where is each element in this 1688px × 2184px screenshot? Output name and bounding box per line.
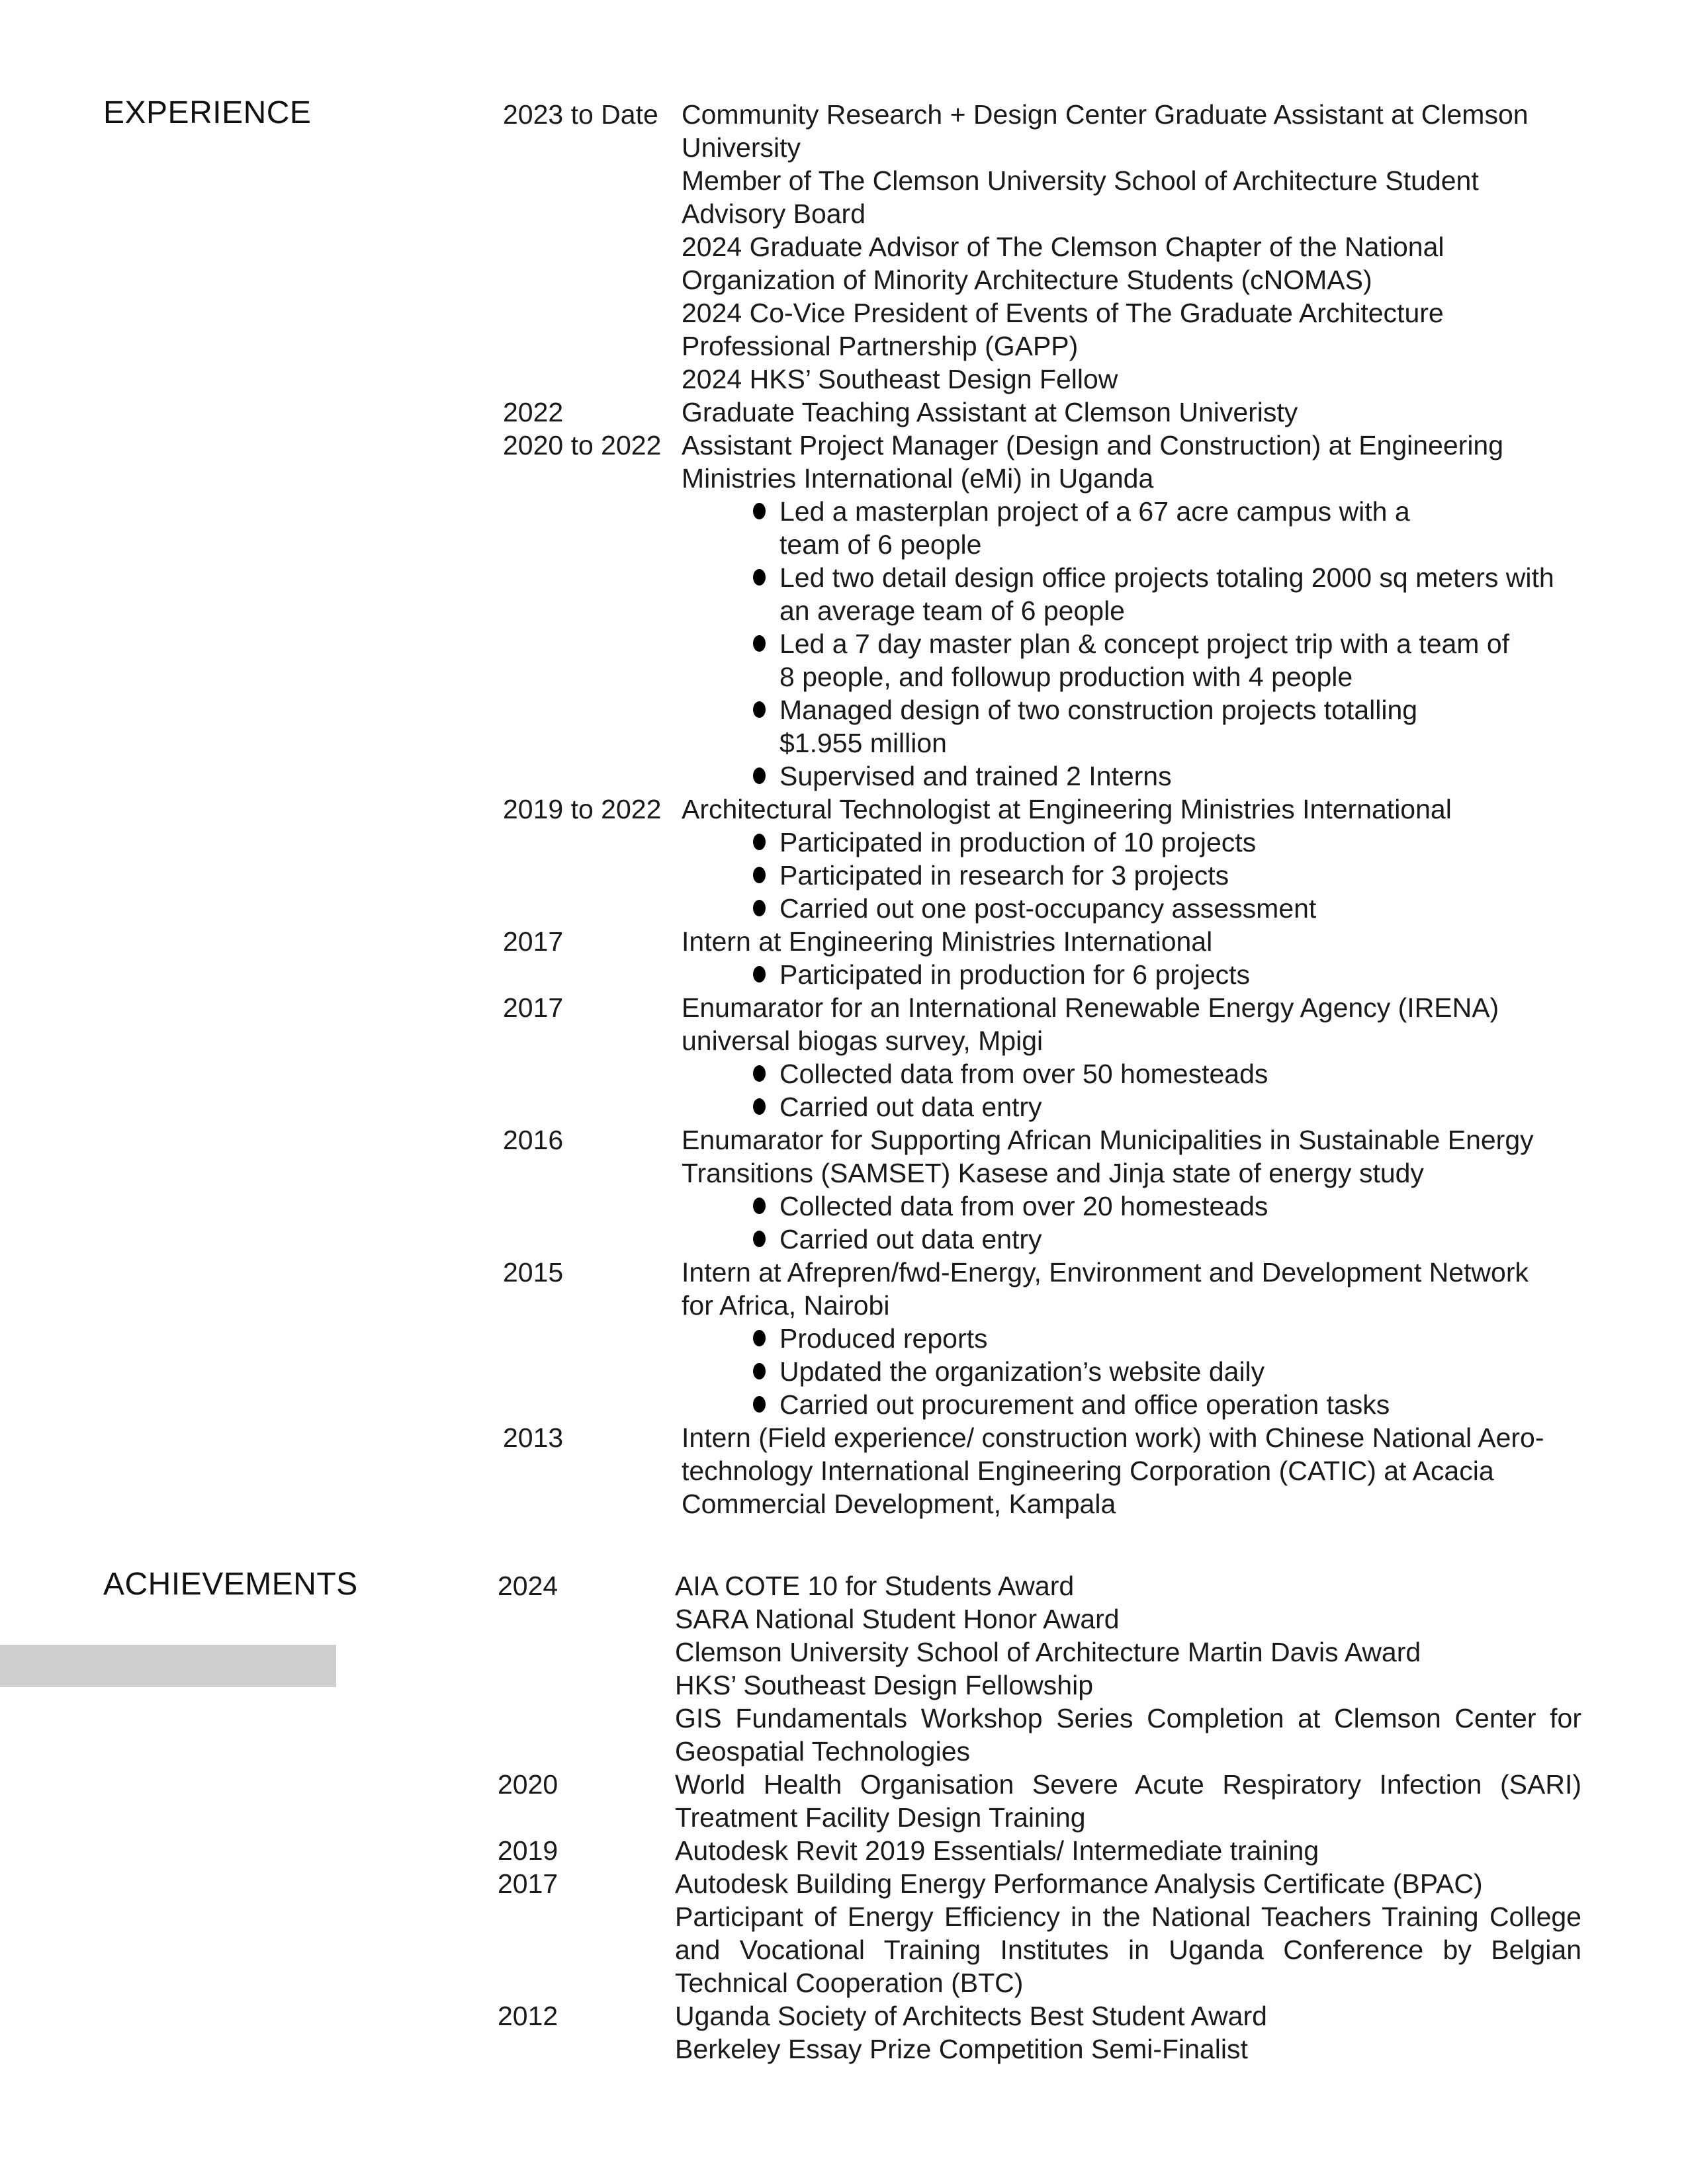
bullet-dot-icon xyxy=(753,834,766,850)
experience-line: Organization of Minority Architecture Students (cNOMAS) xyxy=(682,265,1372,295)
experience-line: 2024 HKS’ Southeast Design Fellow xyxy=(682,364,1118,394)
bullet-dot-icon xyxy=(753,701,766,718)
bullet-text: Participated in production for 6 projects xyxy=(779,959,1251,990)
achievements-line: World Health Organisation Severe Acute Respiratory Infection (SARI) Treatment Facility Design Training xyxy=(675,1769,1581,1833)
bullet-item xyxy=(753,528,1555,561)
experience-entry-text xyxy=(682,98,1555,396)
bullet-item xyxy=(753,660,1555,693)
experience-entry xyxy=(0,396,1555,429)
bullet-item xyxy=(753,859,1555,892)
bullet-text: team of 6 people xyxy=(779,529,982,560)
bullet-dot-icon xyxy=(753,503,766,519)
experience-year: 2023 to Date xyxy=(503,99,658,130)
bullet-item xyxy=(753,495,1555,528)
experience-line: Intern at Afrepren/fwd-Energy, Environment and Development Network xyxy=(682,1257,1529,1288)
bullet-list xyxy=(682,1322,1555,1421)
bullet-list xyxy=(682,495,1555,793)
experience-line: Advisory Board xyxy=(682,198,866,229)
experience-line: technology International Engineering Corporation (CATIC) at Acacia xyxy=(682,1456,1494,1486)
bullet-dot-icon xyxy=(753,867,766,883)
bullet-dot-icon xyxy=(753,966,766,983)
bullet-text: Collected data from over 50 homesteads xyxy=(779,1059,1268,1089)
bullet-text: 8 people, and followup production with 4 people xyxy=(779,662,1353,692)
experience-year: 2017 xyxy=(503,992,564,1023)
bullet-dot-icon xyxy=(753,569,766,586)
experience-line: Commercial Development, Kampala xyxy=(682,1489,1116,1519)
experience-line: University xyxy=(682,132,801,163)
bullet-item xyxy=(753,594,1555,627)
bullet-dot-icon xyxy=(753,1363,766,1379)
bullet-item xyxy=(753,958,1555,991)
experience-year: 2013 xyxy=(503,1422,564,1453)
achievements-line: SARA National Student Honor Award xyxy=(675,1604,1120,1634)
achievements-entry-text xyxy=(675,1834,1581,1867)
bullet-text: Participated in production of 10 projects xyxy=(779,827,1257,857)
experience-line: Transitions (SAMSET) Kasese and Jinja state of energy study xyxy=(682,1158,1424,1188)
achievements-year: 2020 xyxy=(498,1769,558,1800)
experience-year: 2020 to 2022 xyxy=(503,430,662,460)
bullet-text: $1.955 million xyxy=(779,728,947,758)
bullet-item xyxy=(753,892,1555,925)
achievements-line: Clemson University School of Architecture Martin Davis Award xyxy=(675,1637,1421,1667)
achievements-year: 2019 xyxy=(498,1835,558,1866)
experience-line: Professional Partnership (GAPP) xyxy=(682,331,1079,361)
bullet-item xyxy=(753,1090,1555,1123)
experience-line: universal biogas survey, Mpigi xyxy=(682,1026,1044,1056)
bullet-dot-icon xyxy=(753,1098,766,1115)
experience-line: Architectural Technologist at Engineering Ministries International xyxy=(682,794,1452,824)
experience-entry xyxy=(0,1256,1555,1421)
achievements-line: Autodesk Revit 2019 Essentials/ Intermediate training xyxy=(675,1835,1319,1866)
achievements-line: HKS’ Southeast Design Fellowship xyxy=(675,1670,1094,1700)
experience-entry-text xyxy=(682,1421,1555,1520)
bullet-list xyxy=(682,1057,1555,1123)
experience-line: Enumarator for Supporting African Municipalities in Sustainable Energy xyxy=(682,1125,1534,1155)
bullet-text: Led a 7 day master plan & concept project trip with a team of xyxy=(779,629,1510,659)
achievements-entry xyxy=(0,1999,1581,2066)
bullet-item xyxy=(753,1355,1555,1388)
bullet-item xyxy=(753,726,1555,760)
experience-entry-text xyxy=(682,793,1555,925)
experience-line: Intern at Engineering Ministries International xyxy=(682,926,1213,957)
experience-line: Community Research + Design Center Graduate Assistant at Clemson xyxy=(682,99,1529,130)
experience-line: for Africa, Nairobi xyxy=(682,1290,890,1321)
experience-year: 2015 xyxy=(503,1257,564,1288)
achievements-entry xyxy=(0,1834,1581,1867)
experience-entry-text xyxy=(682,1123,1555,1256)
experience-entry xyxy=(0,98,1555,396)
experience-line: 2024 Co-Vice President of Events of The Graduate Architecture xyxy=(682,298,1444,328)
achievements-line: Uganda Society of Architects Best Student Award xyxy=(675,2001,1267,2031)
achievements-line: Autodesk Building Energy Performance Analysis Certificate (BPAC) xyxy=(675,1868,1483,1899)
achievements-line: Berkeley Essay Prize Competition Semi-Finalist xyxy=(675,2034,1248,2064)
bullet-dot-icon xyxy=(753,1231,766,1247)
experience-line: Ministries International (eMi) in Uganda xyxy=(682,463,1154,494)
bullet-text: Collected data from over 20 homesteads xyxy=(779,1191,1268,1221)
bullet-text: Carried out data entry xyxy=(779,1224,1042,1254)
bullet-text: Carried out data entry xyxy=(779,1092,1042,1122)
bullet-text: Supervised and trained 2 Interns xyxy=(779,761,1172,791)
achievements-line: Participant of Energy Efficiency in the National Teachers Training College and Vocational Training Institutes in Uganda Conference by Belgian Technical Cooperation (BTC) xyxy=(675,1901,1581,1998)
bullet-text: Produced reports xyxy=(779,1323,988,1354)
bullet-list xyxy=(682,826,1555,925)
experience-entry xyxy=(0,991,1555,1123)
bullet-item xyxy=(753,561,1555,594)
achievements-entry-text xyxy=(675,1999,1581,2066)
bullet-text: an average team of 6 people xyxy=(779,595,1125,626)
experience-entry-text xyxy=(682,396,1555,429)
achievements-year: 2017 xyxy=(498,1868,558,1899)
bullet-item xyxy=(753,1057,1555,1090)
achievements-entry xyxy=(0,1569,1581,1768)
achievements-entry-text xyxy=(675,1569,1581,1768)
experience-line: 2024 Graduate Advisor of The Clemson Chapter of the National xyxy=(682,232,1444,262)
bullet-dot-icon xyxy=(753,1065,766,1082)
bullet-text: Participated in research for 3 projects xyxy=(779,860,1229,891)
achievements-line: GIS Fundamentals Workshop Series Completion at Clemson Center for Geospatial Technologies xyxy=(675,1703,1581,1767)
achievements-entry xyxy=(0,1867,1581,1999)
experience-entry-text xyxy=(682,429,1555,793)
experience-entry xyxy=(0,1421,1555,1520)
bullet-dot-icon xyxy=(753,900,766,916)
experience-year: 2022 xyxy=(503,397,564,427)
experience-list xyxy=(0,98,1555,1520)
experience-entry xyxy=(0,429,1555,793)
bullet-dot-icon xyxy=(753,767,766,784)
bullet-dot-icon xyxy=(753,635,766,652)
bullet-item xyxy=(753,1190,1555,1223)
experience-line: Member of The Clemson University School of Architecture Student xyxy=(682,165,1479,196)
experience-line: Assistant Project Manager (Design and Construction) at Engineering xyxy=(682,430,1504,460)
bullet-item xyxy=(753,1322,1555,1355)
bullet-text: Managed design of two construction projects totalling xyxy=(779,695,1418,725)
bullet-text: Carried out procurement and office operation tasks xyxy=(779,1389,1390,1420)
experience-entry xyxy=(0,1123,1555,1256)
experience-entry-text xyxy=(682,1256,1555,1421)
experience-entry-text xyxy=(682,991,1555,1123)
experience-line: Intern (Field experience/ construction work) with Chinese National Aero- xyxy=(682,1422,1544,1453)
bullet-dot-icon xyxy=(753,1330,766,1346)
experience-year: 2016 xyxy=(503,1125,564,1155)
experience-year: 2019 to 2022 xyxy=(503,794,662,824)
achievements-entry-text xyxy=(675,1768,1581,1834)
bullet-item xyxy=(753,1388,1555,1421)
bullet-item xyxy=(753,760,1555,793)
bullet-list xyxy=(682,958,1555,991)
bullet-item xyxy=(753,627,1555,660)
bullet-text: Updated the organization’s website daily xyxy=(779,1356,1265,1387)
bullet-item xyxy=(753,693,1555,726)
experience-entry xyxy=(0,925,1555,991)
achievements-heading: ACHIEVEMENTS xyxy=(103,1567,358,1602)
bullet-text: Led two detail design office projects totaling 2000 sq meters with xyxy=(779,562,1554,593)
achievements-year: 2024 xyxy=(498,1571,558,1601)
achievements-year: 2012 xyxy=(498,2001,558,2031)
achievements-line: AIA COTE 10 for Students Award xyxy=(675,1571,1075,1601)
achievements-entry xyxy=(0,1768,1581,1834)
bullet-list xyxy=(682,1190,1555,1256)
bullet-dot-icon xyxy=(753,1396,766,1413)
achievements-list xyxy=(0,1569,1581,2066)
experience-year: 2017 xyxy=(503,926,564,957)
experience-entry-text xyxy=(682,925,1555,991)
experience-line: Graduate Teaching Assistant at Clemson Univeristy xyxy=(682,397,1298,427)
bullet-item xyxy=(753,1223,1555,1256)
experience-line: Enumarator for an International Renewable Energy Agency (IRENA) xyxy=(682,992,1499,1023)
experience-heading: EXPERIENCE xyxy=(103,95,312,130)
bullet-text: Led a masterplan project of a 67 acre campus with a xyxy=(779,496,1410,527)
bullet-item xyxy=(753,826,1555,859)
achievements-entry-text xyxy=(675,1867,1581,1999)
experience-entry xyxy=(0,793,1555,925)
bullet-dot-icon xyxy=(753,1198,766,1214)
bullet-text: Carried out one post-occupancy assessment xyxy=(779,893,1317,924)
